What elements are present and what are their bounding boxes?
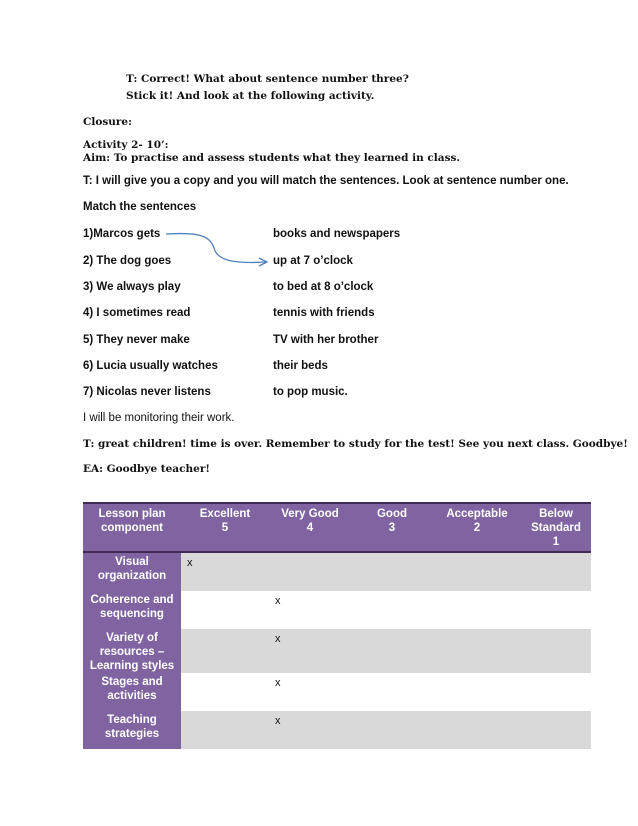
rubric-cell: x (181, 552, 269, 591)
rubric-cell (433, 629, 521, 673)
match-right-4: tennis with friends (273, 307, 375, 319)
match-arrow-icon (0, 0, 638, 300)
match-right-5: TV with her brother (273, 334, 379, 346)
dialogue-line-1: T: Correct! What about sentence number three? (126, 73, 409, 85)
rubric-row-label: Visual organization (83, 552, 181, 591)
header-text: Good (376, 508, 408, 520)
rubric-cell (521, 629, 591, 673)
header-text: 1 (552, 536, 560, 548)
rubric-header-below-standard (521, 503, 591, 552)
activity-aim: Aim: To practise and assess students what they learned in class. (83, 152, 461, 164)
header-text: 2 (473, 522, 481, 534)
header-text: Acceptable (446, 508, 508, 520)
rubric-cell (433, 552, 521, 591)
match-right-6: their beds (273, 360, 328, 372)
closure-heading: Closure: (83, 116, 132, 128)
activity-title: Activity 2- 10’: (83, 139, 169, 151)
rubric-header-acceptable (433, 503, 521, 552)
rubric-cell (351, 591, 433, 629)
match-left-4: 4) I sometimes read (83, 307, 191, 319)
rubric-row-label: Coherence and sequencing (83, 591, 181, 629)
rubric-cell (181, 629, 269, 673)
match-right-3: to bed at 8 o’clock (273, 281, 374, 293)
closing-teacher-line: T: great children! time is over. Remember to study for the test! See you next class. Goodbye! (83, 438, 628, 450)
rubric-header-excellent (181, 503, 269, 552)
match-left-5: 5) They never make (83, 334, 190, 346)
rubric-cell (433, 673, 521, 711)
monitoring-note: I will be monitoring their work. (83, 412, 235, 424)
header-text: component (101, 522, 163, 534)
rubric-row-label: Variety of resources – Learning styles (83, 629, 181, 673)
header-text: 3 (388, 522, 396, 534)
rubric-cell (521, 711, 591, 749)
header-text: Standard (531, 522, 581, 534)
rubric-cell: x (269, 591, 351, 629)
header-text: Below (539, 508, 573, 520)
dialogue-line-2: Stick it! And look at the following activity. (126, 90, 375, 102)
rubric-row (83, 673, 591, 711)
rubric-header-row (83, 503, 591, 552)
rubric-cell (351, 552, 433, 591)
header-text: 4 (306, 522, 314, 534)
teacher-instruction: T: I will give you a copy and you will match the sentences. Look at sentence number one. (83, 175, 569, 187)
rubric-cell (351, 711, 433, 749)
match-heading: Match the sentences (83, 201, 197, 213)
rubric-row (83, 711, 591, 749)
header-text: 5 (221, 522, 229, 534)
rubric-cell (269, 552, 351, 591)
closing-students-line: EA: Goodbye teacher! (83, 463, 210, 475)
rubric-cell (521, 673, 591, 711)
match-left-1: 1)Marcos gets (83, 228, 161, 240)
rubric-row (83, 552, 591, 591)
match-right-7: to pop music. (273, 386, 348, 398)
header-text: Excellent (199, 508, 251, 520)
rubric-header-good (351, 503, 433, 552)
header-text: Lesson plan (98, 508, 166, 520)
rubric-cell (351, 673, 433, 711)
rubric-row (83, 629, 591, 673)
match-left-3: 3) We always play (83, 281, 181, 293)
match-right-2: up at 7 o’clock (273, 255, 353, 267)
rubric-cell (521, 591, 591, 629)
rubric-cell: x (269, 711, 351, 749)
rubric-cell (181, 591, 269, 629)
rubric-header-very-good (269, 503, 351, 552)
rubric-cell (351, 629, 433, 673)
rubric-cell: x (269, 673, 351, 711)
header-text: Very Good (281, 508, 339, 520)
rubric-cell (521, 552, 591, 591)
match-left-6: 6) Lucia usually watches (83, 360, 218, 372)
rubric-header-component (83, 503, 181, 552)
match-right-1: books and newspapers (273, 228, 401, 240)
rubric-row-label: Teaching strategies (83, 711, 181, 749)
rubric-row-label: Stages and activities (83, 673, 181, 711)
rubric-cell (433, 591, 521, 629)
match-left-2: 2) The dog goes (83, 255, 172, 267)
rubric-cell: x (269, 629, 351, 673)
rubric-cell (181, 711, 269, 749)
match-left-7: 7) Nicolas never listens (83, 386, 211, 398)
rubric-cell (181, 673, 269, 711)
rubric-row (83, 591, 591, 629)
rubric-cell (433, 711, 521, 749)
rubric-table (83, 502, 591, 749)
